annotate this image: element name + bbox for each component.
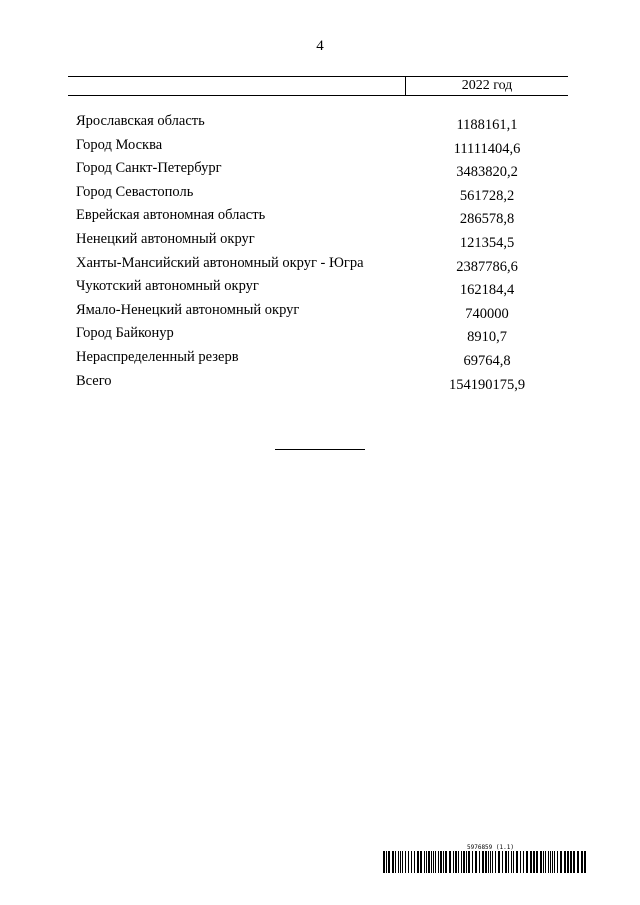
table-row — [0, 184, 640, 208]
region-name: Чукотский автономный округ — [76, 278, 259, 295]
region-value: 2387786,6 — [456, 258, 518, 275]
region-name: Город Байконур — [76, 325, 174, 342]
region-value: 11111404,6 — [453, 140, 521, 157]
region-name: Город Москва — [76, 136, 163, 153]
table-row — [0, 302, 640, 326]
region-value: 740000 — [465, 305, 509, 322]
region-name: Ямало-Ненецкий автономный округ — [76, 301, 300, 318]
table-row — [0, 137, 640, 161]
end-of-table-rule — [275, 449, 365, 450]
barcode-caption: 5976859 (1.1) — [467, 844, 514, 851]
region-name: Нераспределенный резерв — [76, 348, 239, 365]
total-value: 154190175,9 — [448, 376, 526, 393]
region-name: Город Санкт-Петербург — [76, 160, 222, 177]
data-table — [0, 113, 640, 396]
region-name: Еврейская автономная область — [76, 207, 266, 224]
region-value: 121354,5 — [459, 234, 515, 251]
region-value: 8910,7 — [467, 329, 507, 346]
page-number: 4 — [316, 38, 324, 54]
table-header — [68, 76, 568, 96]
table-row — [0, 325, 640, 349]
region-name: Ненецкий автономный округ — [76, 230, 255, 247]
barcode — [383, 844, 589, 873]
barcode-image — [383, 851, 589, 873]
region-value: 3483820,2 — [456, 164, 518, 181]
table-row — [0, 255, 640, 279]
region-name: Ярославская область — [76, 113, 205, 129]
region-value: 162184,4 — [459, 282, 515, 299]
table-row — [0, 160, 640, 184]
table-row — [0, 113, 640, 137]
total-label: Всего — [76, 372, 112, 389]
table-row — [0, 278, 640, 302]
column-header-year: 2022 год — [461, 78, 513, 93]
table-row — [0, 349, 640, 373]
region-name: Ханты-Мансийский автономный округ - Югра — [76, 254, 364, 271]
region-value: 1188161,1 — [456, 117, 518, 133]
region-value: 561728,2 — [459, 187, 515, 204]
table-row — [0, 207, 640, 231]
region-value: 69764,8 — [463, 352, 511, 369]
region-name: Город Севастополь — [76, 183, 194, 200]
table-row — [0, 231, 640, 255]
table-row-total — [0, 373, 640, 397]
region-value: 286578,8 — [459, 211, 515, 228]
